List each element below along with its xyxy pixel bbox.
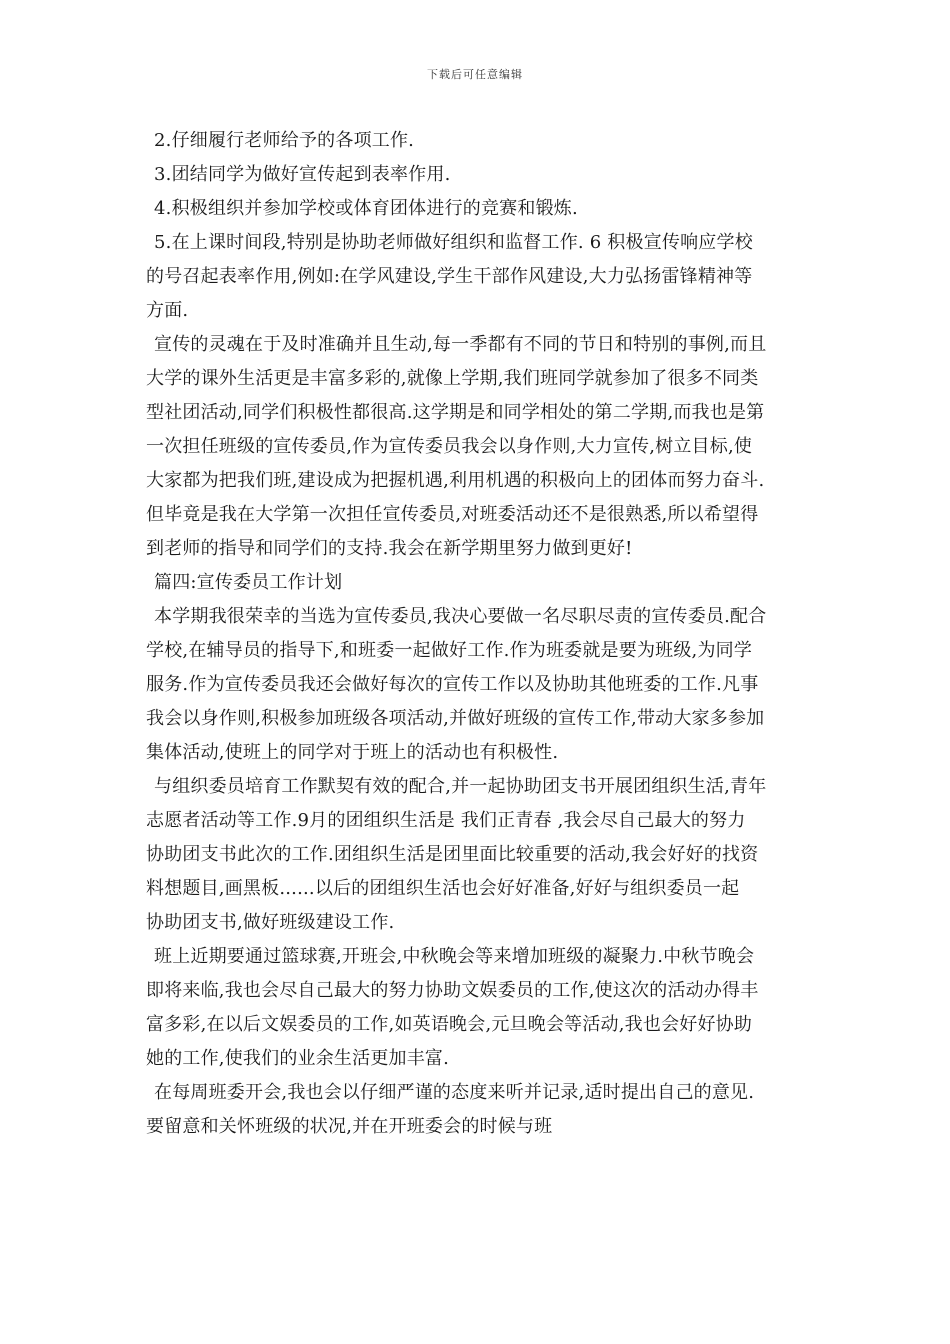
body-line: 方面. [146,300,189,321]
body-line: 班上近期要通过篮球赛,开班会,中秋晚会等来增加班级的凝聚力.中秋节晚会 [154,946,755,967]
body-line: 服务.作为宣传委员我还会做好每次的宣传工作以及协助其他班委的工作.凡事 [146,674,759,695]
header-note: 下载后可任意编辑 [427,68,523,81]
body-line: 一次担任班级的宣传委员,作为宣传委员我会以身作则,大力宣传,树立目标,使 [146,436,753,457]
document-body [146,124,814,1144]
body-line: 但毕竟是我在大学第一次担任宣传委员,对班委活动还不是很熟悉,所以希望得 [146,504,759,525]
body-line: 本学期我很荣幸的当选为宣传委员,我决心要做一名尽职尽责的宣传委员.配合 [154,606,767,627]
body-line: 大家都为把我们班,建设成为把握机遇,利用机遇的积极向上的团体而努力奋斗. [146,470,765,491]
body-line: 即将来临,我也会尽自己最大的努力协助文娱委员的工作,使这次的活动办得丰 [146,980,759,1001]
body-line: 型社团活动,同学们积极性都很高.这学期是和同学相处的第二学期,而我也是第 [146,402,765,423]
body-line: 到老师的指导和同学们的支持.我会在新学期里努力做到更好! [146,538,633,559]
body-line: 在每周班委开会,我也会以仔细严谨的态度来听并记录,适时提出自己的意见. [154,1082,755,1103]
body-line: 协助团支书,做好班级建设工作. [146,912,395,933]
body-line: 料想题目,画黑板......以后的团组织生活也会好好准备,好好与组织委员一起 [146,878,740,899]
body-line: 5.在上课时间段,特别是协助老师做好组织和监督工作. 6 积极宣传响应学校 [154,232,753,253]
body-line: 与组织委员培育工作默契有效的配合,并一起协助团支书开展团组织生活,青年 [154,776,767,797]
body-line: 要留意和关怀班级的状况,并在开班委会的时候与班 [146,1116,553,1137]
body-line: 协助团支书此次的工作.团组织生活是团里面比较重要的活动,我会好好的找资 [146,844,759,865]
body-line: 2.仔细履行老师给予的各项工作. [154,130,415,151]
body-line: 志愿者活动等工作.9月的团组织生活是 我们正青春 ,我会尽自己最大的努力 [146,810,746,831]
body-line: 我会以身作则,积极参加班级各项活动,并做好班级的宣传工作,带动大家多参加 [146,708,765,729]
body-line: 集体活动,使班上的同学对于班上的活动也有积极性. [146,742,559,763]
body-line: 她的工作,使我们的业余生活更加丰富. [146,1048,450,1069]
body-line: 4.积极组织并参加学校或体育团体进行的竞赛和锻炼. [154,198,578,219]
body-line: 篇四:宣传委员工作计划 [154,572,343,593]
body-line: 学校,在辅导员的指导下,和班委一起做好工作.作为班委就是要为班级,为同学 [146,640,753,661]
body-line: 的号召起表率作用,例如:在学风建设,学生干部作风建设,大力弘扬雷锋精神等 [146,266,753,287]
body-line: 富多彩,在以后文娱委员的工作,如英语晚会,元旦晚会等活动,我也会好好协助 [146,1014,753,1035]
body-line: 大学的课外生活更是丰富多彩的,就像上学期,我们班同学就参加了很多不同类 [146,368,759,389]
body-line: 宣传的灵魂在于及时准确并且生动,每一季都有不同的节日和特别的事例,而且 [154,334,767,355]
body-line: 3.团结同学为做好宣传起到表率作用. [154,164,451,185]
